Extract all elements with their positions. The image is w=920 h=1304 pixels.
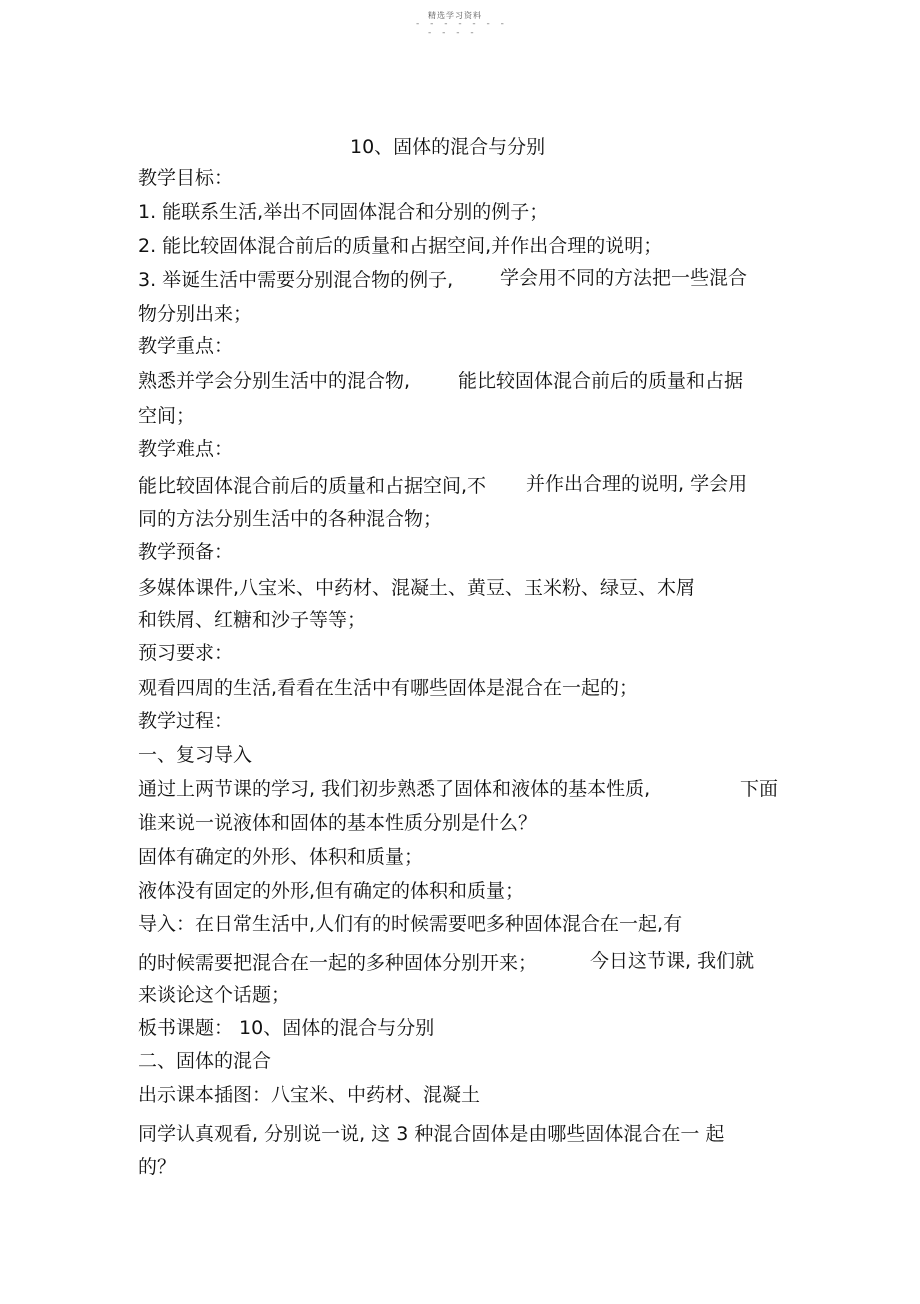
- text-line: 熟悉并学会分别生活中的混合物,: [138, 370, 411, 392]
- header-dashes-2: - - - -: [428, 28, 478, 38]
- text-line: 教学难点：: [138, 438, 234, 460]
- text-line: 能比较固体混合前后的质量和占据空间,不: [138, 475, 487, 497]
- text-line: 多媒体课件,八宝米、中药材、混凝土、黄豆、玉米粉、绿豆、木屑: [138, 577, 696, 599]
- text-line: 预习要求：: [138, 642, 234, 664]
- text-line: 1. 能联系生活,举出不同固体混合和分别的例子；: [138, 201, 549, 223]
- header-note: 精选学习资料: [428, 11, 482, 20]
- text-line: 和铁屑、红糖和沙子等等；: [138, 609, 367, 631]
- text-line: 同学认真观看, 分别说一说, 这 3 种混合固体是由哪些固体混合在一 起: [138, 1123, 725, 1145]
- text-line: 教学重点：: [138, 335, 234, 357]
- text-line-cont: 学会用不同的方法把一些混合: [500, 267, 748, 289]
- header-dashes-1: - - - - - - -: [416, 19, 508, 29]
- text-line-cont: 下面: [740, 778, 779, 800]
- text-line: 固体有确定的外形、体积和质量；: [138, 846, 424, 868]
- text-line: 谁来说一说液体和固体的基本性质分别是什么？: [138, 812, 538, 834]
- document-title: 10、固体的混合与分别: [350, 136, 546, 158]
- text-line: 的？: [138, 1156, 177, 1178]
- text-line: 通过上两节课的学习, 我们初步熟悉了固体和液体的基本性质,: [138, 778, 651, 800]
- text-line: 导入：在日常生活中,人们有的时候需要吧多种固体混合在一起,有: [138, 913, 683, 935]
- text-line: 的时候需要把混合在一起的多种固体分别开来；: [138, 952, 538, 974]
- text-line: 2. 能比较固体混合前后的质量和占据空间,并作出合理的说明；: [138, 235, 663, 257]
- text-line-cont: 今日这节课, 我们就: [590, 950, 755, 972]
- text-line: 3. 举诞生活中需要分别混合物的例子,: [138, 269, 454, 291]
- text-line: 教学目标：: [138, 167, 234, 189]
- text-line: 一、复习导入: [138, 744, 253, 766]
- text-line: 二、固体的混合: [138, 1050, 272, 1072]
- text-line: 出示课本插图：八宝米、中药材、混凝土: [138, 1084, 481, 1106]
- text-line-cont: 并作出合理的说明, 学会用: [526, 473, 748, 495]
- text-line: 板书课题： 10、固体的混合与分别: [138, 1017, 435, 1039]
- text-line: 液体没有固定的外形,但有确定的体积和质量；: [138, 880, 525, 902]
- text-line-cont: 能比较固体混合前后的质量和占据: [458, 370, 744, 392]
- text-line: 来谈论这个话题；: [138, 984, 291, 1006]
- text-line: 教学过程：: [138, 710, 234, 732]
- text-line: 同的方法分别生活中的各种混合物；: [138, 508, 443, 530]
- text-line: 教学预备：: [138, 541, 234, 563]
- text-line: 物分别出来；: [138, 303, 253, 325]
- text-line: 空间；: [138, 405, 196, 427]
- text-line: 观看四周的生活,看看在生活中有哪些固体是混合在一起的；: [138, 677, 639, 699]
